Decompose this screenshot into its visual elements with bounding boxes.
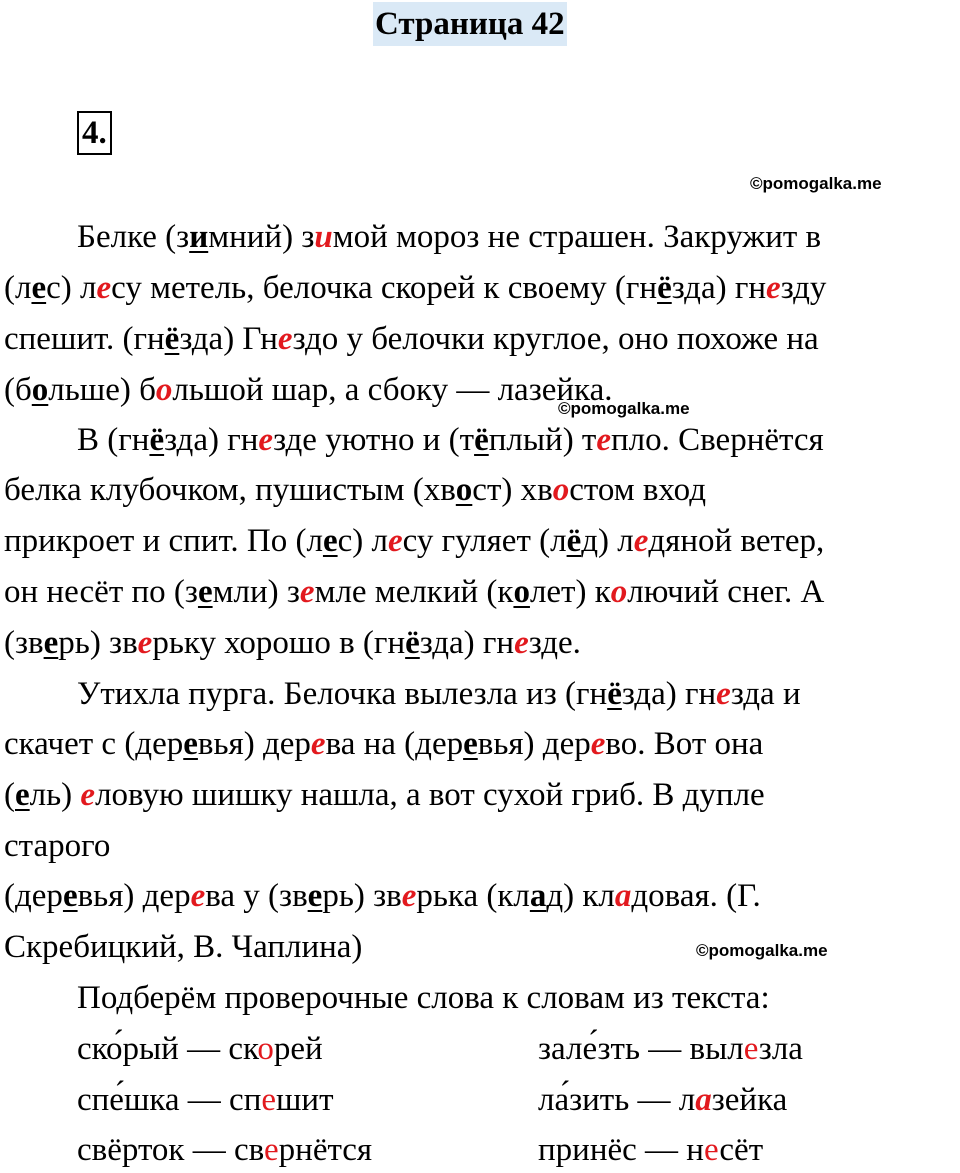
text-run: рь) зв — [58, 625, 138, 661]
checked-vowel: е — [261, 1082, 277, 1118]
text-run: зда) Гн — [179, 321, 278, 357]
watermark: ©pomogalka.me — [750, 174, 882, 193]
test-word-pair — [77, 1027, 323, 1071]
text-line — [4, 266, 826, 310]
text-run: зде. — [528, 625, 581, 661]
checked-vowel: е — [310, 726, 326, 762]
text-run: вья) дер — [197, 726, 311, 762]
text-run: рь) зв — [322, 878, 402, 914]
text-run: мли) з — [212, 574, 300, 610]
checked-vowel: а — [614, 878, 632, 914]
text-run: вья) дер — [77, 878, 191, 914]
text-run: шит — [276, 1082, 334, 1118]
text-run: с) л — [46, 270, 97, 306]
text-run: В (гн — [77, 422, 150, 458]
watermark: ©pomogalka.me — [558, 399, 690, 418]
text-run: ско́рый — ск — [77, 1031, 258, 1067]
stressed-vowel: ё — [657, 270, 672, 306]
text-run: дяной ветер, — [648, 523, 825, 559]
stressed-vowel: е — [15, 777, 30, 813]
stressed-vowel: ё — [474, 422, 489, 458]
text-run: мле мелкий (к — [314, 574, 514, 610]
text-run: плый) т — [488, 422, 597, 458]
text-line — [4, 824, 110, 868]
checked-vowel: е — [299, 574, 315, 610]
text-run: д) л — [581, 523, 634, 559]
checked-vowel: е — [137, 625, 153, 661]
text-line — [4, 468, 706, 512]
text-run: ловую шишку нашла, а вот сухой гриб. В дупле — [95, 777, 765, 813]
text-line — [77, 215, 821, 259]
stressed-vowel: е — [62, 878, 78, 914]
stressed-vowel: е — [31, 270, 47, 306]
text-run: ст) хв — [472, 472, 553, 508]
text-run: старого — [4, 828, 111, 864]
text-run: он несёт по (з — [4, 574, 198, 610]
text-run: зале́зть — выл — [538, 1031, 744, 1067]
text-run: Скребицкий, В. Чаплина) — [4, 929, 363, 965]
text-run: су метель, белочка скорей к своему (гн — [111, 270, 658, 306]
page-title: Страница 42 — [373, 2, 567, 46]
text-run: во. Вот она — [605, 726, 764, 762]
text-line — [4, 773, 765, 817]
text-run: (б — [4, 372, 32, 408]
task-number: 4. — [77, 111, 112, 155]
checked-vowel: е — [743, 1031, 759, 1067]
text-run: вья) дер — [477, 726, 591, 762]
text-run: Утихла пурга. Белочка вылезла из (гн — [77, 676, 608, 712]
text-line — [4, 519, 824, 563]
test-word-pair — [538, 1027, 803, 1071]
checked-vowel: е — [514, 625, 529, 661]
text-run: с) л — [337, 523, 388, 559]
text-run: лючий снег. А — [627, 574, 825, 610]
stressed-vowel: е — [197, 574, 213, 610]
test-word-pair — [538, 1078, 787, 1122]
test-word-pair — [538, 1128, 763, 1172]
stressed-vowel: ё — [164, 321, 180, 357]
text-run: (зв — [4, 625, 44, 661]
text-run: ва на (дер — [325, 726, 464, 762]
text-run: зда) гн — [671, 270, 767, 306]
stressed-vowel: о — [455, 472, 473, 508]
test-word-pair — [77, 1078, 334, 1122]
checked-vowel: е — [401, 878, 417, 914]
stressed-vowel: ё — [607, 676, 622, 712]
text-run: пло. Свернётся — [611, 422, 824, 458]
text-run: ва у (зв — [205, 878, 308, 914]
text-run: ( — [4, 777, 15, 813]
stressed-vowel: е — [463, 726, 478, 762]
checked-vowel: е — [633, 523, 649, 559]
checked-vowel: е — [590, 726, 606, 762]
text-run: (л — [4, 270, 32, 306]
checked-vowel: е — [96, 270, 112, 306]
text-line — [4, 317, 819, 361]
text-run: льше) б — [48, 372, 156, 408]
text-line — [77, 976, 770, 1020]
text-line — [4, 925, 362, 969]
checked-vowel: е — [277, 321, 293, 357]
text-line — [77, 418, 824, 462]
text-line — [77, 672, 801, 716]
text-run: ла́зить — л — [538, 1082, 696, 1118]
checked-vowel: о — [257, 1031, 274, 1067]
text-run: д) кл — [546, 878, 615, 914]
text-run: Белке (з — [77, 219, 190, 255]
text-run: су гуляет (л — [402, 523, 567, 559]
checked-vowel: е — [716, 676, 731, 712]
stressed-vowel: ё — [566, 523, 582, 559]
text-run: мний) з — [208, 219, 315, 255]
checked-vowel: е — [703, 1132, 720, 1168]
text-run: мой мороз не страшен. Закружит в — [332, 219, 822, 255]
stressed-vowel: о — [31, 372, 49, 408]
checked-vowel: е — [80, 777, 96, 813]
text-run: спешит. (гн — [4, 321, 165, 357]
text-run: зда) гн — [164, 422, 259, 458]
stressed-vowel: е — [43, 625, 59, 661]
text-run: прикроет и спит. По (л — [4, 523, 323, 559]
text-run: свёрток — св — [77, 1132, 264, 1168]
text-run: (дер — [4, 878, 63, 914]
text-run: спе́шка — сп — [77, 1082, 262, 1118]
checked-vowel: и — [314, 219, 333, 255]
checked-vowel: а — [695, 1082, 712, 1118]
stressed-vowel: о — [513, 574, 530, 610]
stressed-vowel: е — [183, 726, 198, 762]
stressed-vowel: ё — [405, 625, 420, 661]
text-run: довая. (Г. — [631, 878, 761, 914]
text-run: зейка — [711, 1082, 788, 1118]
text-run: стом вход — [569, 472, 706, 508]
checked-vowel: о — [155, 372, 173, 408]
text-line — [4, 722, 763, 766]
text-run: рнётся — [278, 1132, 373, 1168]
text-run: белка клубочком, пушистым (хв — [4, 472, 456, 508]
text-run: рька (кл — [416, 878, 530, 914]
checked-vowel: о — [552, 472, 570, 508]
checked-vowel: е — [596, 422, 612, 458]
text-run: ль) — [29, 777, 81, 813]
stressed-vowel: е — [322, 523, 338, 559]
text-run: рьку хорошо в (гн — [152, 625, 406, 661]
text-run: зда и — [730, 676, 801, 712]
text-run: сёт — [719, 1132, 764, 1168]
watermark: ©pomogalka.me — [696, 941, 828, 960]
text-line — [4, 874, 761, 918]
text-line — [4, 621, 581, 665]
text-run: зла — [758, 1031, 803, 1067]
stressed-vowel: и — [189, 219, 209, 255]
text-run: здо у белочки круглое, оно похоже на — [292, 321, 819, 357]
checked-vowel: е — [190, 878, 206, 914]
text-run: зда) гн — [621, 676, 717, 712]
stressed-vowel: е — [307, 878, 323, 914]
stressed-vowel: а — [529, 878, 547, 914]
text-run: лет) к — [529, 574, 611, 610]
test-word-pair — [77, 1128, 372, 1172]
text-run: принёс — н — [538, 1132, 704, 1168]
checked-vowel: о — [610, 574, 628, 610]
text-line — [4, 368, 612, 412]
checked-vowel: е — [387, 523, 403, 559]
text-run: зду — [780, 270, 827, 306]
text-run: зда) гн — [419, 625, 515, 661]
text-run: зде уютно и (т — [273, 422, 475, 458]
text-run: льшой шар, а сбоку — лазейка. — [172, 372, 613, 408]
checked-vowel: е — [766, 270, 781, 306]
text-run: Подберём проверочные слова к словам из текста: — [77, 980, 770, 1016]
text-run: скачет с (дер — [4, 726, 184, 762]
stressed-vowel: ё — [149, 422, 165, 458]
checked-vowel: е — [258, 422, 274, 458]
checked-vowel: е — [264, 1132, 279, 1168]
text-run: рей — [273, 1031, 323, 1067]
text-line — [4, 570, 824, 614]
